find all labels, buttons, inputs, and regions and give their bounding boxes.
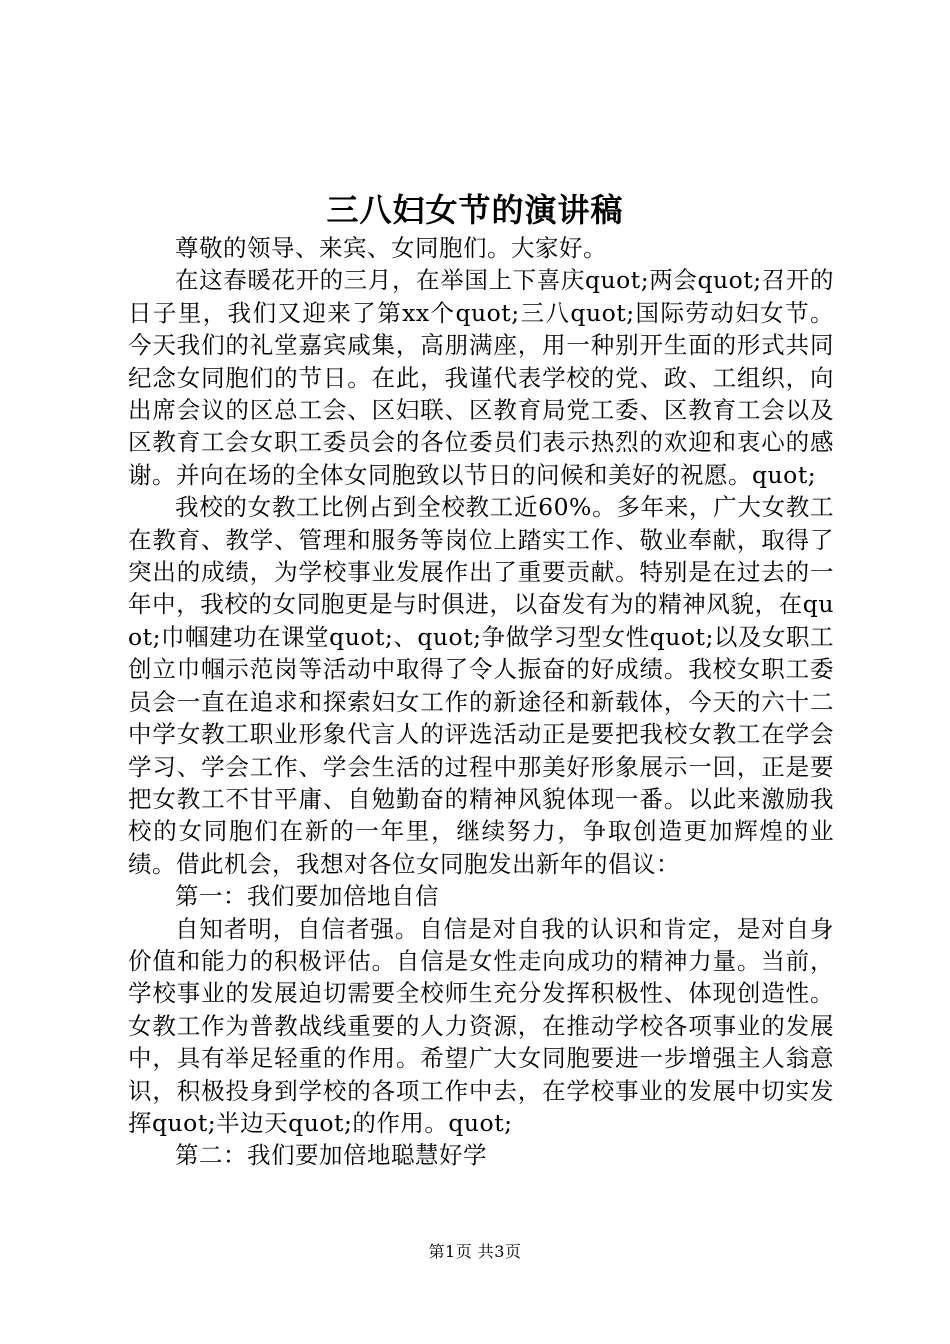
document-title: 三八妇女节的演讲稿 — [326, 191, 624, 229]
paragraph-greeting: 尊敬的领导、来宾、女同胞们。大家好。 — [175, 234, 607, 262]
paragraph-confidence: 自知者明，自信者强。自信是对自我的认识和肯定，是对自身价值和能力的积极评估。自信是女性走向成功的精神力量。当前，学校事业的发展迫切需要全校师生充分发挥积极性、体现创造性。女教工作为普教战线重要的人力资源，在推动学校各项事业的发展中，具有举足轻重的作用。希望广大女同胞要进一步增强主人翁意识，积极投身到学校的各项工作中去，在学校事业的发展中切实发挥quot;半边天quot;的作用。quot; — [128, 914, 834, 1137]
paragraph-achievements: 我校的女教工比例占到全校教工近60%。多年来，广大女教工在教育、教学、管理和服务等岗位上踏实工作、敬业奉献，取得了突出的成绩，为学校事业发展作出了重要贡献。特别是在过去的一年中，我校的女同胞更是与时俱进，以奋发有为的精神风貌，在quot;巾帼建功在课堂quot;、quot;争做学习型女性quot;以及女职工创立巾帼示范岗等活动中取得了令人振奋的好成绩。我校女职工委员会一直在追求和探索妇女工作的新途径和新载体，今天的六十二中学女教工职业形象代言人的评选活动正是要把我校女教工在学会学习、学会工作、学会生活的过程中那美好形象展示一回，正是要把女教工不甘平庸、自勉勤奋的精神风貌体现一番。以此来激励我校的女同胞们在新的一年里，继续努力，争取创造更加辉煌的业绩。借此机会，我想对各位女同胞发出新年的倡议： — [128, 493, 834, 878]
paragraph-opening: 在这春暖花开的三月，在举国上下喜庆quot;两会quot;召开的日子里，我们又迎来了第xx个quot;三八quot;国际劳动妇女节。今天我们的礼堂嘉宾咸集，高朋满座，用一种别开生面的形式共同纪念女同胞们的节日。在此，我谨代表学校的党、政、工组织，向出席会议的区总工会、区妇联、区教育局党工委、区教育工会以及区教育工会女职工委员会的各位委员们表示热烈的欢迎和衷心的感谢。并向在场的全体女同胞致以节日的问候和美好的祝愿。quot; — [128, 266, 834, 489]
section-heading-second: 第二：我们要加倍地聪慧好学 — [175, 1141, 487, 1170]
section-heading-first: 第一：我们要加倍地自信 — [175, 882, 439, 911]
page-number-footer: 第1页 共3页 — [428, 1242, 522, 1261]
document-body — [128, 232, 834, 1172]
